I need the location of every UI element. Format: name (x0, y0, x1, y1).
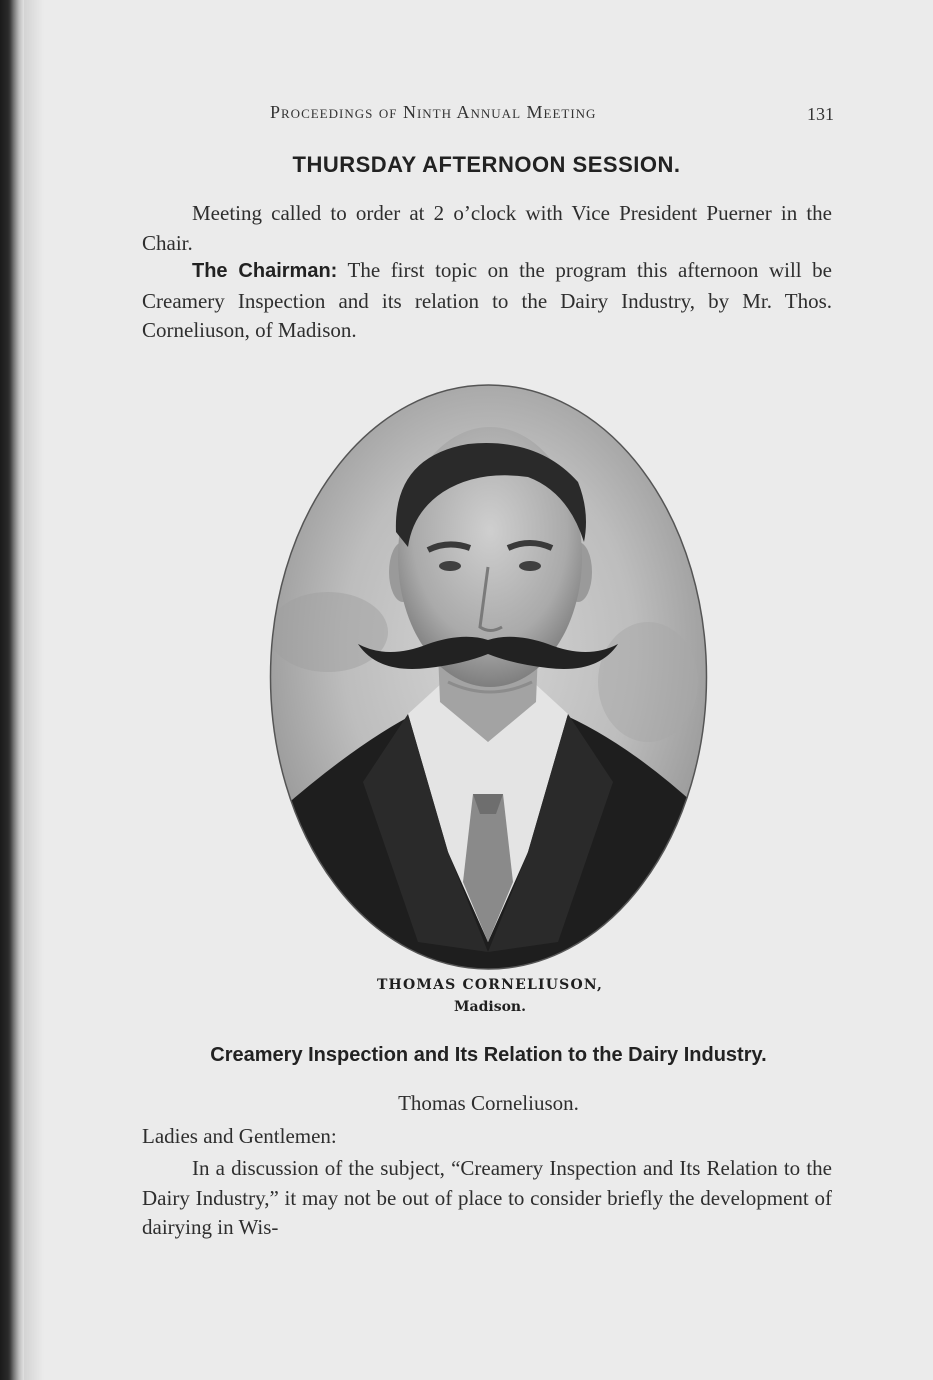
byline: Thomas Corneliuson. (398, 1091, 579, 1115)
session-title: THURSDAY AFTERNOON SESSION. (292, 152, 681, 177)
chairman-remarks: The first topic on the program this afternoon will be Creamery Inspection and its relation to the Dairy Industry, by Mr. Thos. Corneliuson, of Madison. (142, 258, 832, 342)
page-number: 131 (807, 104, 834, 124)
gutter-shadow (24, 0, 44, 1380)
article-title: Creamery Inspection and Its Relation to the Dairy Industry. (210, 1044, 767, 1066)
portrait-caption-place: Madison. (454, 999, 526, 1015)
portrait-image (268, 382, 709, 972)
book-binding-edge (0, 0, 24, 1380)
portrait-photo (268, 382, 709, 972)
paragraph-chairman (142, 256, 832, 346)
paragraph-discussion: In a discussion of the subject, “Creamery Inspection and Its Relation to the Dairy Industry,” it may not be out of place to consider briefly the development of dairying in Wis- (142, 1156, 832, 1239)
paragraph-meeting-called: Meeting called to order at 2 o’clock with Vice President Puerner in the Chair. (142, 201, 832, 255)
speaker-label: The Chairman: (192, 260, 338, 282)
salutation: Ladies and Gentlemen: (142, 1124, 337, 1148)
running-head: Proceedings of Ninth Annual Meeting (270, 102, 597, 122)
portrait-caption-name: THOMAS CORNELIUSON, (376, 977, 604, 993)
